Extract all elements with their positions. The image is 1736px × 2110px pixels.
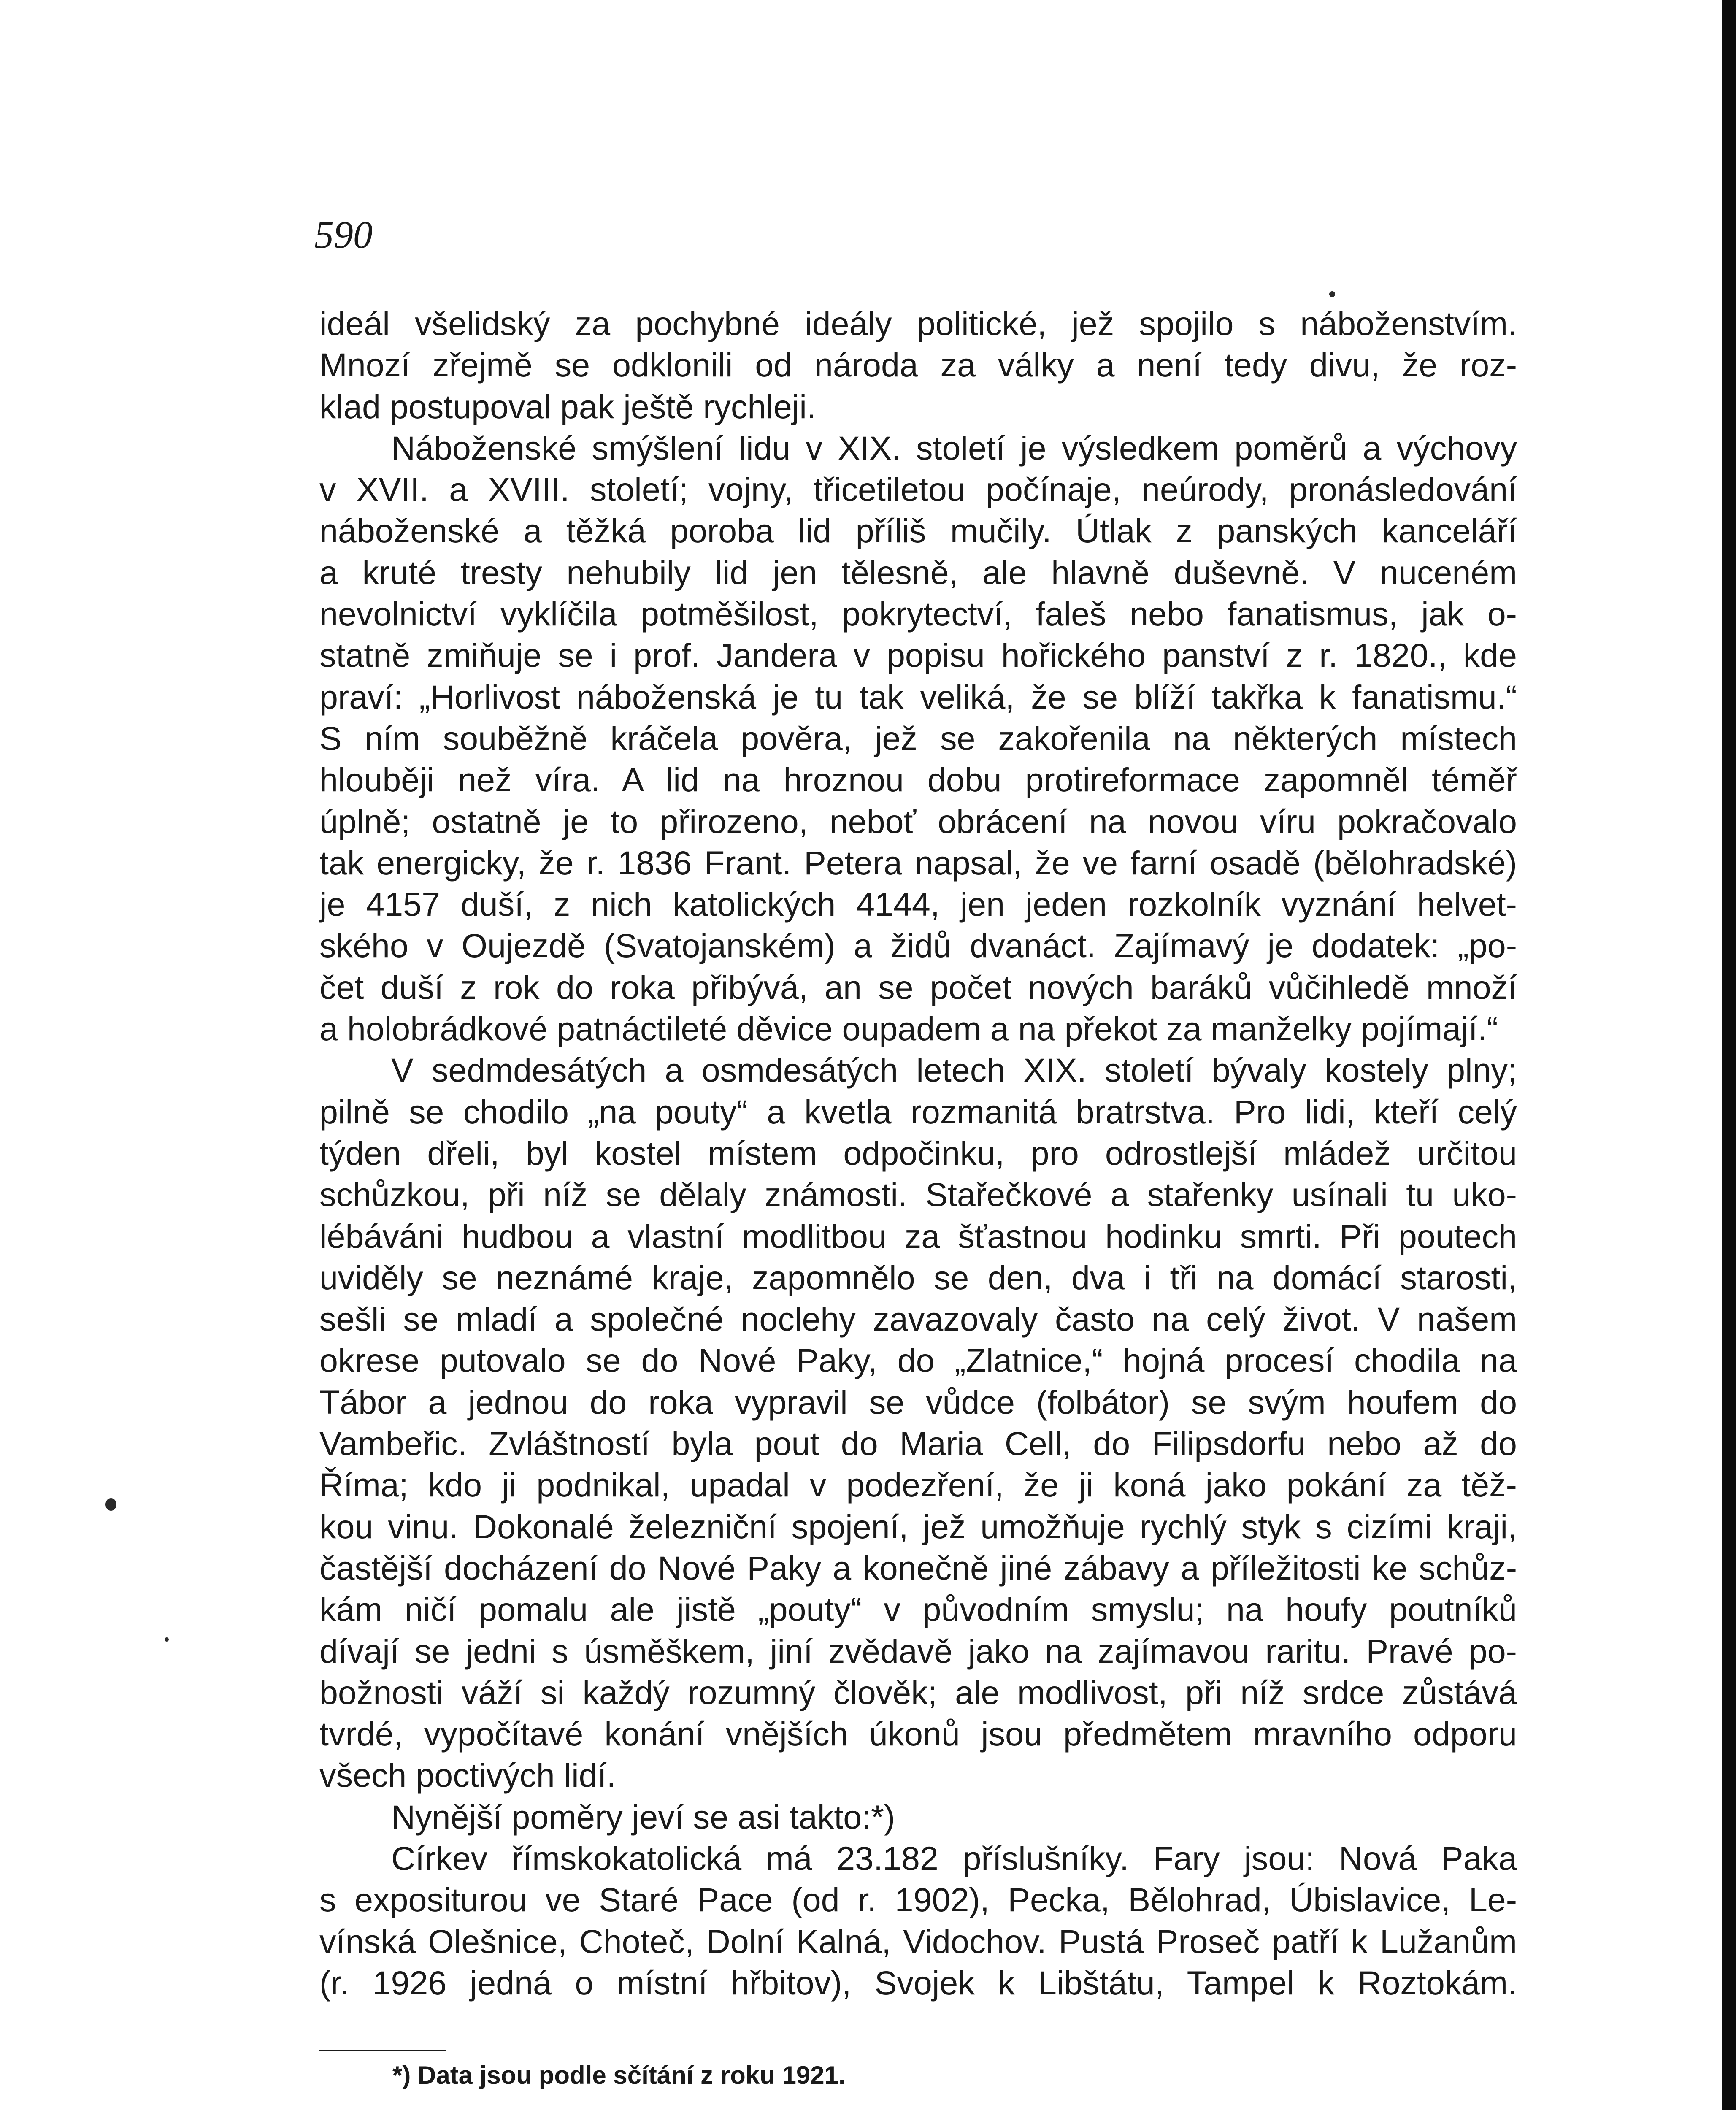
text-line: S ním souběžně kráčela pověra, jež se zakořenila na některých místech (319, 719, 1517, 757)
text-line: uviděly se neznámé kraje, zapomnělo se den, dva i tři na domácí starosti, (319, 1258, 1517, 1296)
text-line: Říma; kdo ji podnikal, upadal v podezření, že ji koná jako pokání za těž- (319, 1466, 1517, 1504)
text-line: týden dřeli, byl kostel místem odpočinku, pro odrostlejší mládež určitou (319, 1134, 1517, 1172)
scan-border (1722, 0, 1736, 2110)
footnote: *) Data jsou podle sčítání z roku 1921. (392, 2061, 846, 2089)
text-line: Tábor a jednou do roka vypravil se vůdce (folbátor) se svým houfem do (319, 1383, 1517, 1421)
text-line: dívají se jedni s úsměškem, jiní zvědavě jako na zajímavou raritu. Pravé po- (319, 1632, 1517, 1670)
text-line: a kruté tresty nehubily lid jen tělesně, ale hlavně duševně. V nuceném (319, 553, 1517, 591)
text-line: v XVII. a XVIII. století; vojny, třicetiletou počínaje, neúrody, pronásledování (319, 471, 1517, 509)
text-line: pilně se chodilo „na pouty“ a kvetla rozmanitá bratrstva. Pro lidi, kteří celý (319, 1093, 1517, 1131)
text-line: a holobrádkové patnáctileté děvice oupadem a na překot za manželky pojímají.“ (319, 1010, 1498, 1048)
footnote-divider (319, 2050, 446, 2051)
text-line: častější docházení do Nové Paky a konečně jiné zábavy a příležitosti ke schůz- (319, 1549, 1517, 1587)
scan-speck (165, 1637, 169, 1642)
text-line: lébáváni hudbou a vlastní modlitbou za šťastnou hodinku smrti. Při poutech (319, 1217, 1517, 1255)
text-line: V sedmdesátých a osmdesátých letech XIX. století bývaly kostely plny; (391, 1051, 1517, 1089)
page-number: 590 (314, 213, 373, 256)
text-line: hlouběji než víra. A lid na hroznou dobu protireformace zapomněl téměř (319, 761, 1517, 799)
body-text (319, 303, 1517, 2004)
scan-speck (1329, 291, 1335, 297)
scan-speck (105, 1498, 116, 1511)
text-line: vínská Olešnice, Choteč, Dolní Kalná, Vidochov. Pustá Proseč patří k Lužanům (319, 1922, 1517, 1960)
text-line: tak energicky, že r. 1836 Frant. Petera napsal, že ve farní osadě (bělohradské) (319, 844, 1517, 882)
text-line: ideál všelidský za pochybné ideály politické, jež spojilo s náboženstvím. (319, 305, 1517, 342)
text-line: čet duší z rok do roka přibývá, an se počet nových baráků vůčihledě množí (319, 968, 1517, 1006)
text-line: Nynější poměry jeví se asi takto:*) (391, 1798, 895, 1836)
text-line: tvrdé, vypočítavé konání vnějších úkonů jsou předmětem mravního odporu (319, 1715, 1517, 1753)
text-line: klad postupoval pak ještě rychleji. (319, 387, 816, 425)
text-line: (r. 1926 jedná o místní hřbitov), Svojek k Libštátu, Tampel k Roztokám. (319, 1964, 1517, 2002)
text-line: Náboženské smýšlení lidu v XIX. století je výsledkem poměrů a výchovy (391, 429, 1517, 467)
text-line: sešli se mladí a společné noclehy zavazovaly často na celý život. V našem (319, 1300, 1517, 1338)
text-line: je 4157 duší, z nich katolických 4144, jen jeden rozkolník vyznání helvet- (319, 885, 1517, 923)
text-line: nevolnictví vyklíčila potměšilost, pokrytectví, faleš nebo fanatismus, jak o- (319, 595, 1517, 633)
text-line: Církev římskokatolická má 23.182 příslušníky. Fary jsou: Nová Paka (391, 1839, 1517, 1877)
text-line: náboženské a těžká poroba lid příliš mučily. Útlak z panských kanceláří (319, 512, 1517, 550)
text-line: s expositurou ve Staré Pace (od r. 1902), Pecka, Bělohrad, Úbislavice, Le- (319, 1881, 1517, 1919)
text-line: Mnozí zřejmě se odklonili od národa za války a není tedy divu, že roz- (319, 346, 1517, 384)
text-line: kou vinu. Dokonalé železniční spojení, jež umožňuje rychlý styk s cizími kraji, (319, 1507, 1517, 1545)
text-line: úplně; ostatně je to přirozeno, neboť obrácení na novou víru pokračovalo (319, 802, 1517, 840)
text-line: statně zmiňuje se i prof. Jandera v popisu hořického panství z r. 1820., kde (319, 636, 1517, 674)
text-line: okrese putovalo se do Nové Paky, do „Zlatnice,“ hojná procesí chodila na (319, 1342, 1517, 1380)
text-line: ského v Oujezdě (Svatojanském) a židů dvanáct. Zajímavý je dodatek: „po- (319, 927, 1517, 965)
text-line: kám ničí pomalu ale jistě „pouty“ v původním smyslu; na houfy poutníků (319, 1591, 1517, 1628)
text-line: schůzkou, při níž se dělaly známosti. Stařečkové a stařenky usínali tu uko- (319, 1176, 1517, 1214)
text-line: Vambeřic. Zvláštností byla pout do Maria Cell, do Filipsdorfu nebo až do (319, 1425, 1517, 1463)
text-line: božnosti váží si každý rozumný člověk; ale modlivost, při níž srdce zůstává (319, 1673, 1517, 1711)
text-line: praví: „Horlivost náboženská je tu tak veliká, že se blíží takřka k fanatismu.“ (319, 678, 1517, 716)
text-line: všech poctivých lidí. (319, 1756, 616, 1794)
